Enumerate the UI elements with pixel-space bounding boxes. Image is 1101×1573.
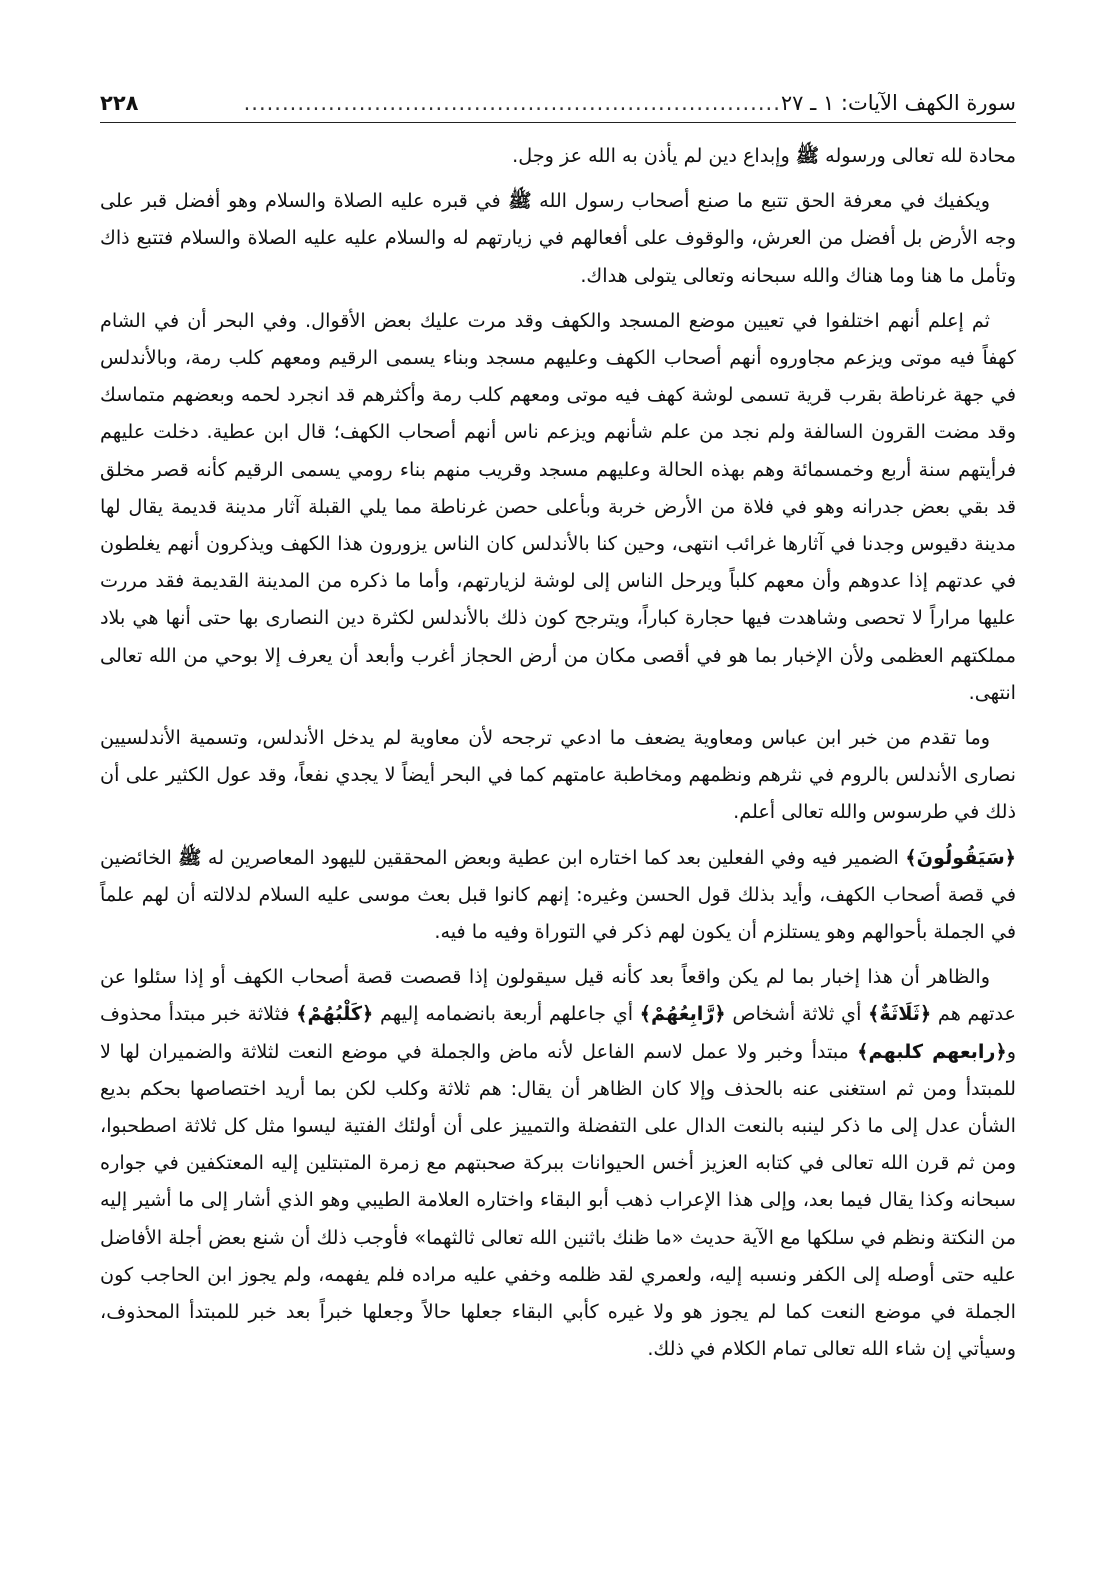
emphasized-text: ﴿سَيَقُولُونَ﴾ [905, 845, 1016, 869]
paragraph-text: ويكفيك في معرفة الحق تتبع ما صنع أصحاب رسول الله [531, 189, 990, 213]
leader-dots: ...................................................................... [243, 91, 781, 115]
paragraph-text: والظاهر أن هذا إخبار بما لم يكن واقعاً بعد كأنه قيل سيقولون إذا قصصت قصة أصحاب الكهف أو إذا سئلوا عن عدتهم هم [100, 965, 1017, 1026]
body-text [100, 137, 1016, 1368]
paragraph-text: أي جاعلهم أربعة بانضمامه إليهم [373, 1002, 640, 1026]
running-title [244, 88, 1016, 118]
paragraph-p4 [100, 719, 1016, 831]
paragraph-text: وإبداع دين لم يأذن به الله عز وجل. [512, 144, 796, 167]
paragraph-p6 [100, 958, 1016, 1367]
paragraph-p5 [100, 839, 1016, 951]
paragraph-text: وما تقدم من خبر ابن عباس ومعاوية يضعف ما ادعي ترجحه لأن معاوية لم يدخل الأندلس، وتسمية الأندلسيين نصارى الأندلس بالروم في نثرهم ونظمهم ومخاطبة عامتهم كما في البحر أيضاً لا يجدي نفعاً، وقد عول الكثير على أن ذلك في طرسوس والله تعالى أعلم. [100, 726, 1016, 824]
paragraph-p2 [100, 182, 1016, 294]
paragraph-text: محادة لله تعالى ورسوله [819, 144, 1016, 167]
paragraph-text: مبتدأ وخبر ولا عمل لاسم الفاعل لأنه ماض والجملة في موضع النعت لثلاثة والضميران لها لا للمبتدأ ومن ثم استغنى عنه بالحذف وإلا كان الظاهر أن يقال: هم ثلاثة وكلب لكن بما أريد اختصاصها بحكم بديع الشأن عدل إلى ما ذكر لينبه بالنعت الدال على التفضلة والتمييز على أن أولئك الفتية ليسوا مثل كل ثلاثة اصطحبوا، ومن ثم قرن الله تعالى في كتابه العزيز أخس الحيوانات ببركة صحبتهم مع زمرة المتبتلين إليه المعتكفين في جواره سبحانه وكذا يقال فيما بعد، وإلى هذا الإعراب ذهب أبو البقاء واختاره العلامة الطيبي وهو الذي أشار إلى ما أشير إليه من النكتة ونظم في سلكها مع الآية حديث «ما ظنك باثنين الله تعالى ثالثهما» فأوجب ذلك أن شنع بعض أجلة الأفاضل عليه حتى أوصله إلى الكفر ونسبه إليه، ولعمري لقد ظلمه وخفي عليه مراده فلم يفهمه، ولم يجوز ابن الحاجب كون الجملة في موضع النعت كما لم يجوز هو ولا غيره كأبي البقاء جعلها حالاً وجعلها خبراً بعد خبر للمبتدأ المحذوف، وسيأتي إن شاء الله تعالى تمام الكلام في ذلك. [100, 1039, 1016, 1361]
emphasized-text: ﷺ [508, 189, 532, 213]
page-header [100, 88, 1016, 123]
page-number: ٢٢٨ [100, 91, 139, 115]
emphasized-text: ﷺ [178, 845, 202, 869]
paragraph-text: ثم إعلم أنهم اختلفوا في تعيين موضع المسجد والكهف وقد مرت عليك بعض الأقوال. وفي البحر أن في الشام كهفاً فيه موتى ويزعم مجاوروه أنهم أصحاب الكهف وعليهم مسجد وبناء يسمى الرقيم ومعهم كلب رمة، وبالأندلس في جهة غرناطة بقرب قرية تسمى لوشة كهف فيه موتى ومعهم كلب رمة وأكثرهم قد انجرد لحمه وبعضهم متماسك وقد مضت القرون السالفة ولم نجد من علم شأنهم ويزعم ناس أنهم أصحاب الكهف؛ قال ابن عطية. دخلت عليهم فرأيتهم سنة أربع وخمسمائة وهم بهذه الحالة وعليهم مسجد وقريب منهم بناء رومي يسمى الرقيم كأنه قصر مخلق قد بقي بعض جدرانه وهو في فلاة من الأرض خربة وبأعلى حصن غرناطة مما يلي القبلة آثار مدينة قديمة يقال لها مدينة دقيوس وجدنا في آثارها غرائب انتهى، وحين كنا بالأندلس كان الناس يزورون هذا الكهف ويذكرون أنهم يغلطون في عدتهم إذا عدوهم وأن معهم كلباً ويرحل الناس إلى لوشة لزيارتهم، وأما ما ذكره من المدينة القديمة فقد مررت عليها مراراً لا تحصى وشاهدت فيها حجارة كباراً، ويترجح كون ذلك بالأندلس لكثرة دين النصارى بها حتى أنها هي بلاد مملكتهم العظمى ولأن الإخبار بما هو في أقصى مكان من أرض الحجاز أغرب وأبعد أن يعرف إلا بوحي من الله تعالى انتهى. [100, 308, 1016, 704]
paragraph-p3 [100, 302, 1016, 711]
document-page [100, 88, 1016, 1376]
paragraph-text: فثلاثة خبر مبتدأ محذوف و [100, 1002, 1017, 1063]
paragraph-p1 [100, 137, 1016, 174]
paragraph-text: في قبره عليه الصلاة والسلام وهو أفضل قبر على وجه الأرض بل أفضل من العرش، والوقوف على أفعالهم في زيارتهم له والسلام عليه عليه الصلاة والسلام فتتبع ذاك وتأمل ما هنا وما هناك والله سبحانه وتعالى يتولى هداك. [100, 189, 1016, 287]
emphasized-text: ﴿رابعهم كلبهم﴾ [857, 1039, 1007, 1063]
emphasized-text: ﴿ثَلَاثَةٌ﴾ [868, 1002, 932, 1026]
emphasized-text: ﴿رَّابِعُهُمْ﴾ [639, 1002, 726, 1026]
surah-title: سورة الكهف الآيات: ١ ـ ٢٧ [780, 91, 1016, 115]
paragraph-text: الخائضين في قصة أصحاب الكهف، وأيد بذلك قول الحسن وغيره: إنهم كانوا قبل بعث موسى عليه السلام لدلالته أن لهم علماً في الجملة بأحوالهم وهو يستلزم أن يكون لهم ذكر في التوراة وفيه ما فيه. [100, 845, 1016, 944]
paragraph-text: الضمير فيه وفي الفعلين بعد كما اختاره ابن عطية وبعض المحققين لليهود المعاصرين له [201, 845, 906, 869]
paragraph-text: أي ثلاثة أشخاص [725, 1002, 869, 1026]
emphasized-text: ﴿كَلْبُهُمْ﴾ [296, 1002, 374, 1026]
emphasized-text: ﷺ [795, 144, 820, 167]
